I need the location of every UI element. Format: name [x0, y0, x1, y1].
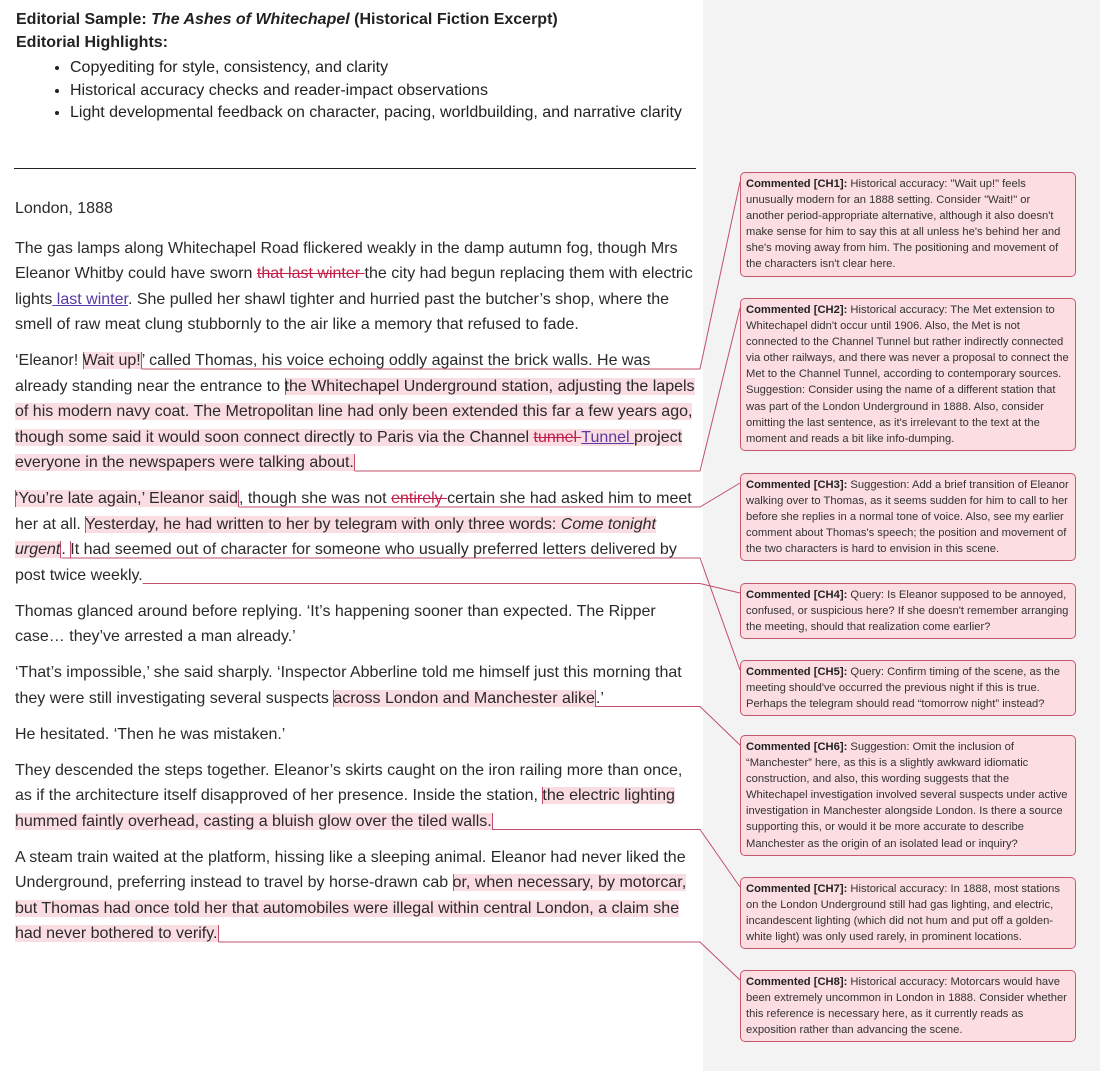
text-run: Yesterday, he had written to her by telegram with only three words: [84, 515, 561, 533]
text-run: the city had begun replacing them with electric lights [15, 265, 693, 308]
tracked-deletion[interactable]: tunnel [533, 428, 582, 446]
paragraph-1 [15, 236, 697, 338]
comment-ch3[interactable] [740, 473, 1076, 561]
text-run: . She pulled her shawl tighter and hurried past the butcher’s shop, where the smell of raw meat clung stubbornly to the air like a memory that refused to fade. [15, 290, 670, 333]
paragraph-3 [15, 486, 697, 588]
paragraph-7 [15, 758, 697, 835]
tracked-deletion[interactable]: that last winter [256, 265, 365, 282]
comment-label: Commented [CH7]: [746, 883, 848, 895]
highlights-list [16, 57, 696, 125]
comment-anchor-ch1[interactable]: Wait up! [82, 352, 141, 369]
comment-label: Commented [CH4]: [746, 589, 848, 601]
comment-anchor-ch3[interactable]: ‘You’re late again,’ Eleanor said [15, 490, 238, 507]
text-run: A steam train waited at the platform, hissing like a sleeping animal. Eleanor had never liked the Underground, preferring instead to travel by horse-drawn cab [15, 848, 686, 891]
text-run: They descended the steps together. Eleanor’s skirts caught on the iron railing more than once, as if the architecture itself disapproved of her presence. Inside the station, [15, 761, 683, 804]
highlight-item: • Historical accuracy checks and reader-impact observations [70, 80, 696, 103]
comment-text: Query: Confirm timing of the scene, as the meeting should've occurred the previous night if this is true. Perhaps the telegram should read “tomorrow night” instead? [746, 666, 1060, 711]
tracked-insertion[interactable]: Tunnel [581, 428, 635, 446]
text-run: .’ [595, 689, 604, 707]
text-run: ’ called Thomas, his voice echoing oddly against the brick walls. He was already standing near the entrance to [15, 352, 651, 395]
tracked-deletion[interactable]: entirely [391, 490, 448, 507]
comment-ch1[interactable] [740, 172, 1076, 277]
dateline: London, 1888 [15, 200, 113, 217]
header-divider [14, 168, 696, 169]
text-run: the Whitechapel Underground station, adjusting the lapels of his modern navy coat. The Metropolitan line had only been extended this far a few years ago, though some said it would soon connect directly to Paris via the Channel [15, 377, 695, 446]
comment-anchor-ch8[interactable]: or, when necessary, by motorcar, but Thomas had once told her that automobiles were illegal within central London, a claim she had never bothered to verify. [15, 874, 687, 942]
comment-ch4[interactable] [740, 583, 1076, 639]
comment-ch6[interactable] [740, 735, 1076, 856]
comment-ch8[interactable] [740, 970, 1076, 1042]
comment-label: Commented [CH5]: [746, 666, 848, 678]
paragraph-8 [15, 845, 697, 947]
comment-anchor-ch6[interactable]: across London and Manchester alike [333, 689, 595, 707]
text-run: project everyone in the newspapers were talking about. [15, 428, 683, 471]
text-run: , though she was not [238, 490, 392, 507]
comment-ch2[interactable] [740, 298, 1076, 451]
paragraph-6: He hesitated. ‘Then he was mistaken.’ [15, 725, 286, 743]
paragraph-2 [15, 348, 697, 476]
comment-text: Suggestion: Omit the inclusion of “Manchester” here, as this is a slightly awkward idiomatic construction, and also, this wording suggests that the Whitechapel investigation involved several suspects under active investigation in Manchester alongside London. Is there a source supporting this, or would it be more accurate to describe Manchester as the origin of an isolated lead or inquiry? [746, 741, 1068, 850]
comment-text: Query: Is Eleanor supposed to be annoyed, confused, or suspicious here? If she doesn't remember arranging the meeting, should that realization come earlier? [746, 589, 1069, 634]
text-run: The gas lamps along Whitechapel Road flickered weakly in the damp autumn fog, though Mrs Eleanor Whitby could have sworn [15, 239, 678, 282]
text-run: ‘That’s impossible,’ she said sharply. ‘Inspector Abberline told me himself just this morning that they were still investigating several suspects [15, 664, 682, 707]
tracked-insertion[interactable]: last winter [52, 290, 128, 308]
title-italic: The Ashes of Whitechapel [151, 11, 350, 28]
highlight-item: • Light developmental feedback on character, pacing, worldbuilding, and narrative clarity [70, 102, 696, 125]
comment-anchor-ch7[interactable]: the electric lighting hummed faintly overhead, casting a bluish glow over the tiled walls. [15, 787, 675, 830]
comment-text: Suggestion: Add a brief transition of Eleanor walking over to Thomas, as it seems sudden for him to call to her before she replies in a normal tone of voice. Also, see my earlier comment about Thomas's speech; the position and movement of the two characters is hard to envision in this scene. [746, 479, 1069, 556]
comment-text: Suggestion: Consider using the name of a different station that was part of the London Underground in 1888. Also, consider omitting the last sentence, as it's irrelevant to the text at the moment and reads a bit like info-dumping. [746, 384, 1056, 445]
comment-label: Commented [CH6]: [746, 741, 848, 753]
paragraph-5 [15, 660, 697, 711]
comment-text: Historical accuracy: Motorcars would have been extremely uncommon in London in 1888. Consider whether this reference is necessary here, as it currently reads as exposition rather than advancing the scene. [746, 976, 1067, 1037]
comment-label: Commented [CH8]: [746, 976, 848, 988]
document-title [16, 8, 696, 31]
comment-text: Historical accuracy: The Met extension to Whitechapel didn't occur until 1906. Also, the Met is not connected to the Channel Tunnel but rather indirectly connected via other railways, and there was never a proposal to connect the Met to the Channel Tunnel, according to contemporary sources. [746, 304, 1069, 381]
text-run: . [61, 541, 71, 558]
comment-label: Commented [CH3]: [746, 479, 848, 491]
comment-label: Commented [CH1]: [746, 178, 848, 190]
comment-text: Historical accuracy: "Wait up!" feels unusually modern for an 1888 setting. Consider "Wait!" or another period-appropriate alternative, although it also doesn't make sense for him to say this at all unless he's behind her and she's moving away from him. The positioning and movement of the characters isn't clear here. [746, 178, 1061, 271]
comment-text: Historical accuracy: In 1888, most stations on the London Underground still had gas lighting, and electric, incandescent lighting (which did not hum and put off a golden-white light) was only used rarely, in prominent locations. [746, 883, 1060, 944]
manuscript-text [15, 196, 697, 957]
highlight-item: • Copyediting for style, consistency, and clarity [70, 57, 696, 80]
italic-text: Come tonight urgent [15, 515, 656, 558]
text-run: certain she had asked him to meet her at all. [15, 490, 692, 533]
comment-ch5[interactable] [740, 660, 1076, 716]
document-header [16, 8, 696, 125]
comment-ch7[interactable] [740, 877, 1076, 949]
highlights-label: Editorial Highlights: [16, 34, 168, 51]
text-run: ‘Eleanor! [15, 352, 83, 369]
title-suffix: (Historical Fiction Excerpt) [349, 11, 558, 28]
comment-anchor-ch4[interactable]: It had seemed out of character for someone who usually preferred letters delivered by post twice weekly. [15, 541, 677, 584]
title-prefix: Editorial Sample: [16, 11, 152, 28]
paragraph-4: Thomas glanced around before replying. ‘It’s happening sooner than expected. The Ripper case… they’ve arrested a man already.’ [15, 602, 656, 645]
comment-label: Commented [CH2]: [746, 304, 848, 316]
